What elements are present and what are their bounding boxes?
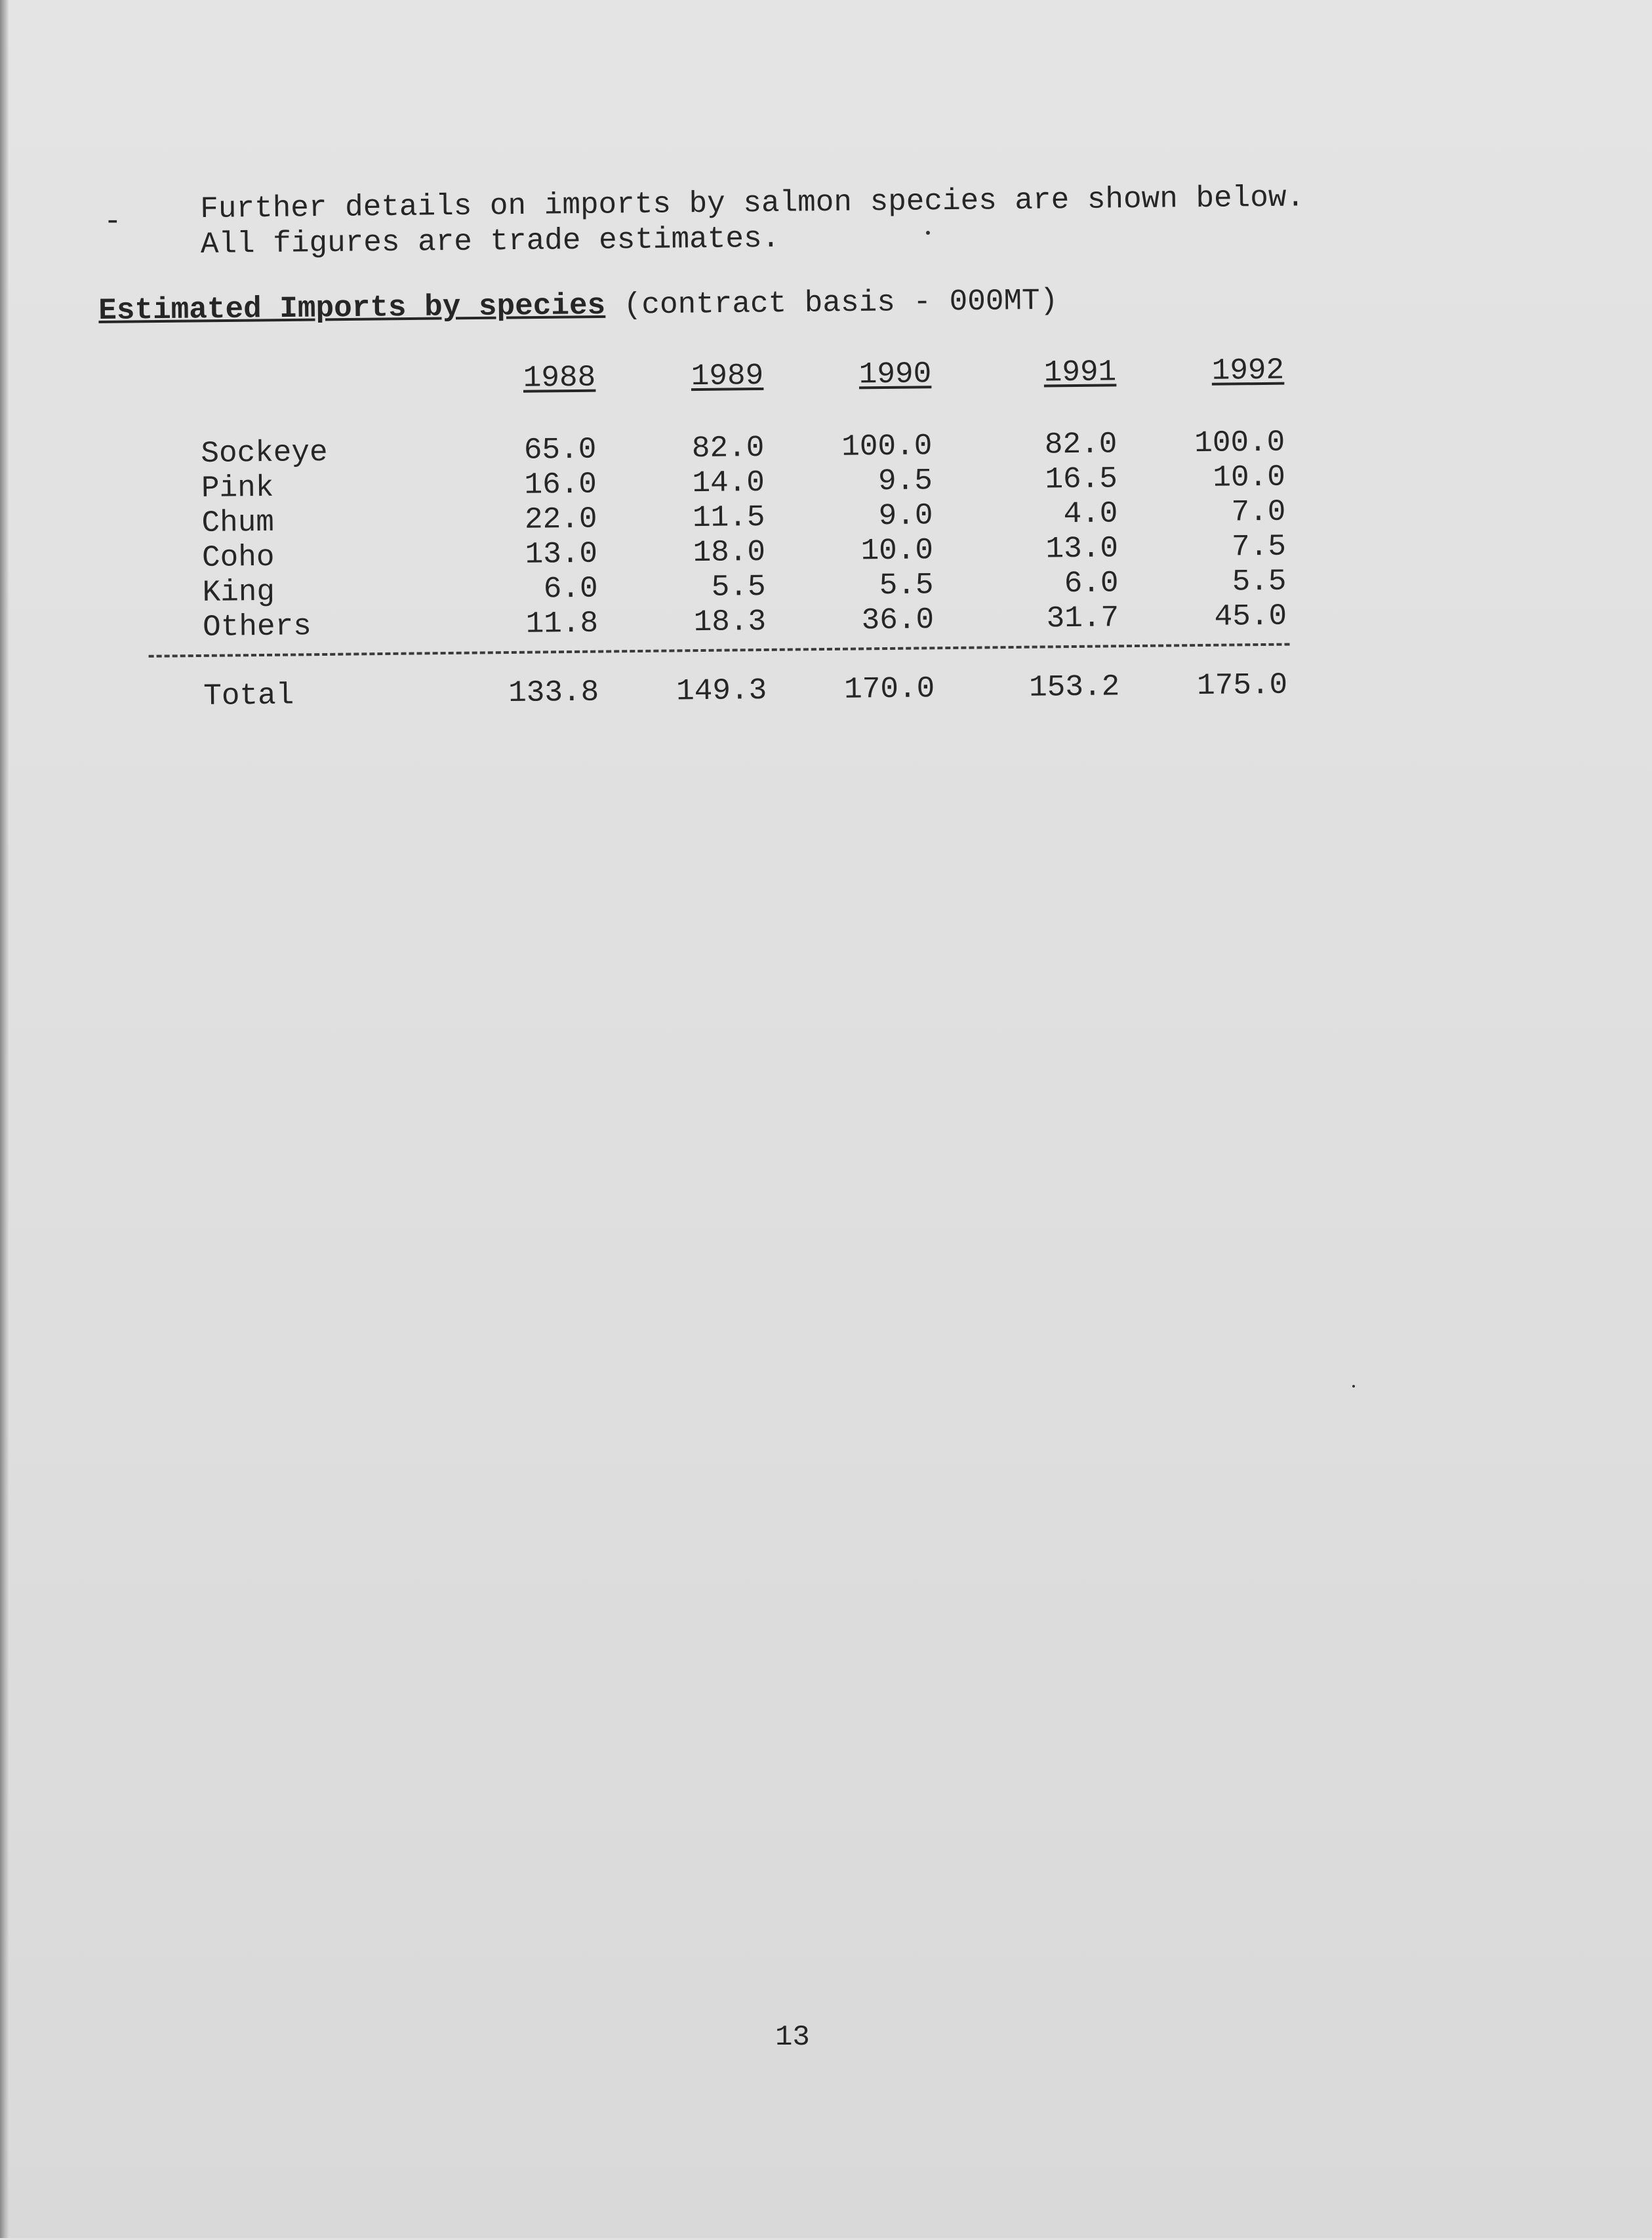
year-header-1989: 1989 [691,358,764,394]
cell-sockeye-1989: 82.0 [691,430,765,466]
cell-total-1991: 153.2 [1028,670,1120,705]
intro-line-2: All figures are trade estimates. [200,221,780,262]
cell-total-1988: 133.8 [508,675,599,711]
cell-king-1988: 6.0 [543,571,598,607]
cell-total-1992: 175.0 [1196,668,1288,704]
cell-chum-1990: 9.0 [878,498,933,534]
cell-others-1992: 45.0 [1214,599,1287,634]
row-label-others: Others [202,609,312,645]
bullet-dash: - [104,205,122,239]
cell-others-1988: 11.8 [525,606,599,641]
scan-speck [926,231,930,235]
total-separator-rule [149,643,1290,658]
cell-coho-1989: 18.0 [693,534,766,570]
cell-king-1991: 6.0 [1064,566,1119,601]
cell-sockeye-1988: 65.0 [523,432,597,468]
cell-coho-1991: 13.0 [1045,531,1119,567]
cell-sockeye-1991: 82.0 [1044,427,1118,462]
cell-coho-1988: 13.0 [525,536,598,572]
table-subtitle: (contract basis - 000MT) [623,283,1058,323]
year-header-1988: 1988 [523,360,596,395]
cell-chum-1992: 7.0 [1231,494,1286,530]
cell-chum-1989: 11.5 [692,500,765,536]
cell-pink-1991: 16.5 [1045,462,1118,497]
cell-pink-1988: 16.0 [524,467,597,502]
cell-others-1989: 18.3 [693,604,767,640]
row-label-sockeye: Sockeye [201,435,328,471]
row-label-total: Total [203,678,294,713]
cell-sockeye-1992: 100.0 [1194,425,1285,461]
cell-pink-1989: 14.0 [692,465,765,501]
row-label-coho: Coho [201,540,275,575]
row-label-pink: Pink [201,470,274,506]
table-title: Estimated Imports by species [98,288,606,328]
intro-line-1: Further details on imports by salmon species are shown below. [200,180,1305,226]
cell-total-1990: 170.0 [843,671,935,707]
cell-pink-1992: 10.0 [1213,460,1286,495]
cell-others-1991: 31.7 [1046,601,1119,636]
row-label-chum: Chum [201,505,275,540]
year-header-1992: 1992 [1211,353,1285,388]
cell-king-1989: 5.5 [711,569,766,605]
cell-pink-1990: 9.5 [877,464,933,499]
cell-coho-1992: 7.5 [1231,529,1287,565]
row-label-king: King [202,574,275,610]
cell-chum-1988: 22.0 [524,502,597,537]
cell-total-1989: 149.3 [675,673,767,709]
cell-king-1990: 5.5 [879,568,934,603]
cell-coho-1990: 10.0 [860,533,934,569]
year-header-1991: 1991 [1043,355,1117,390]
year-header-1990: 1990 [858,357,932,392]
scan-speck [1352,1385,1355,1388]
cell-king-1992: 5.5 [1232,564,1287,599]
page-number: 13 [775,2021,810,2054]
cell-chum-1991: 4.0 [1063,496,1118,532]
cell-sockeye-1990: 100.0 [841,429,933,464]
cell-others-1990: 36.0 [861,603,935,638]
